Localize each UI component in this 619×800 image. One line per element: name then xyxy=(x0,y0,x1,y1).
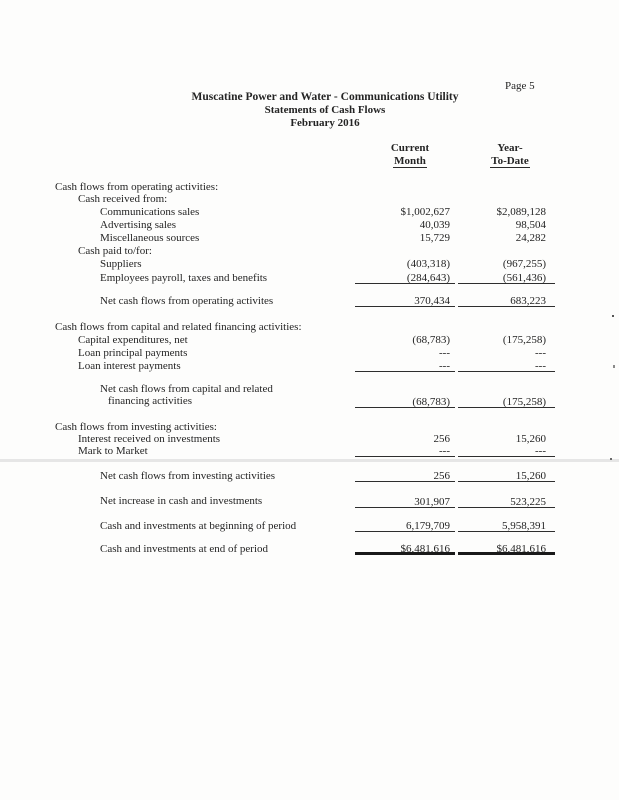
value-year-to-date: $6,481,616 xyxy=(458,543,555,555)
value-year-to-date: (175,258) xyxy=(502,334,546,346)
value-year-to-date: --- xyxy=(535,347,546,359)
scan-artifact-speck xyxy=(613,365,615,368)
document-period: February 2016 xyxy=(290,117,360,129)
row-label: Miscellaneous sources xyxy=(100,232,200,244)
value-year-to-date: (175,258) xyxy=(458,396,555,408)
column-header-year: Year- xyxy=(497,142,523,154)
value-current-month: (68,783) xyxy=(355,396,455,408)
value-year-to-date: 15,260 xyxy=(515,433,546,445)
value-year-to-date: 98,504 xyxy=(515,219,546,231)
column-header-current-month xyxy=(360,142,460,168)
value-year-to-date: 24,282 xyxy=(515,232,546,244)
total-row-label: Cash and investments at beginning of period xyxy=(100,520,297,532)
value-year-to-date: --- xyxy=(458,360,555,372)
value-year-to-date: 5,958,391 xyxy=(458,520,555,532)
value-current-month: 370,434 xyxy=(355,295,455,307)
value-current-month: (403,318) xyxy=(406,258,450,270)
value-current-month: (68,783) xyxy=(412,334,450,346)
row-label: Mark to Market xyxy=(78,445,148,457)
value-year-to-date: 15,260 xyxy=(458,470,555,482)
value-current-month: 6,179,709 xyxy=(355,520,455,532)
total-row-label: Net cash flows from capital and related xyxy=(100,383,273,395)
total-row-label: Net cash flows from operating activites xyxy=(100,295,274,307)
page-number: Page 5 xyxy=(505,80,535,92)
value-current-month: 256 xyxy=(355,470,455,482)
value-year-to-date: --- xyxy=(458,445,555,457)
total-row-label-line2: financing activities xyxy=(108,395,192,407)
value-year-to-date: (561,436) xyxy=(458,272,555,284)
total-row-label: Net cash flows from investing activities xyxy=(100,470,276,482)
scan-artifact-speck xyxy=(612,315,614,317)
row-label: Capital expenditures, net xyxy=(78,334,188,346)
value-current-month: 301,907 xyxy=(355,496,455,508)
row-label: Advertising sales xyxy=(100,219,177,231)
value-current-month: (284,643) xyxy=(355,272,455,284)
column-header-to-date: To-Date xyxy=(491,155,529,167)
column-header-year-to-date xyxy=(460,142,560,168)
value-year-to-date: (967,255) xyxy=(502,258,546,270)
section-header: Cash flows from investing activities: xyxy=(55,421,217,433)
document-subtitle: Statements of Cash Flows xyxy=(264,104,386,116)
value-current-month: --- xyxy=(355,445,455,457)
column-header-month: Month xyxy=(394,155,426,167)
value-current-month: 256 xyxy=(433,433,450,445)
value-current-month: --- xyxy=(355,360,455,372)
value-current-month: 40,039 xyxy=(419,219,450,231)
scan-artifact-speck xyxy=(610,458,612,460)
subsection-header: Cash received from: xyxy=(78,193,168,205)
document-title: Muscatine Power and Water - Communications Utility xyxy=(191,91,459,103)
value-current-month: --- xyxy=(439,347,450,359)
total-row-label: Net increase in cash and investments xyxy=(100,495,263,507)
row-label: Suppliers xyxy=(100,258,142,270)
value-current-month: $6,481,616 xyxy=(355,543,455,555)
column-header-current: Current xyxy=(390,142,430,154)
total-row-label: Cash and investments at end of period xyxy=(100,543,269,555)
row-label: Communications sales xyxy=(100,206,200,218)
value-year-to-date: $2,089,128 xyxy=(496,206,546,218)
value-current-month: 15,729 xyxy=(419,232,450,244)
scan-artifact-line xyxy=(0,459,619,462)
section-header: Cash flows from capital and related financing activities: xyxy=(55,321,302,333)
row-label: Loan principal payments xyxy=(78,347,188,359)
row-label: Employees payroll, taxes and benefits xyxy=(100,272,268,284)
row-label: Interest received on investments xyxy=(78,433,221,445)
value-year-to-date: 683,223 xyxy=(458,295,555,307)
section-header: Cash flows from operating activities: xyxy=(55,181,219,193)
row-label: Loan interest payments xyxy=(78,360,181,372)
value-current-month: $1,002,627 xyxy=(400,206,450,218)
subsection-header: Cash paid to/for: xyxy=(78,245,152,257)
value-year-to-date: 523,225 xyxy=(458,496,555,508)
